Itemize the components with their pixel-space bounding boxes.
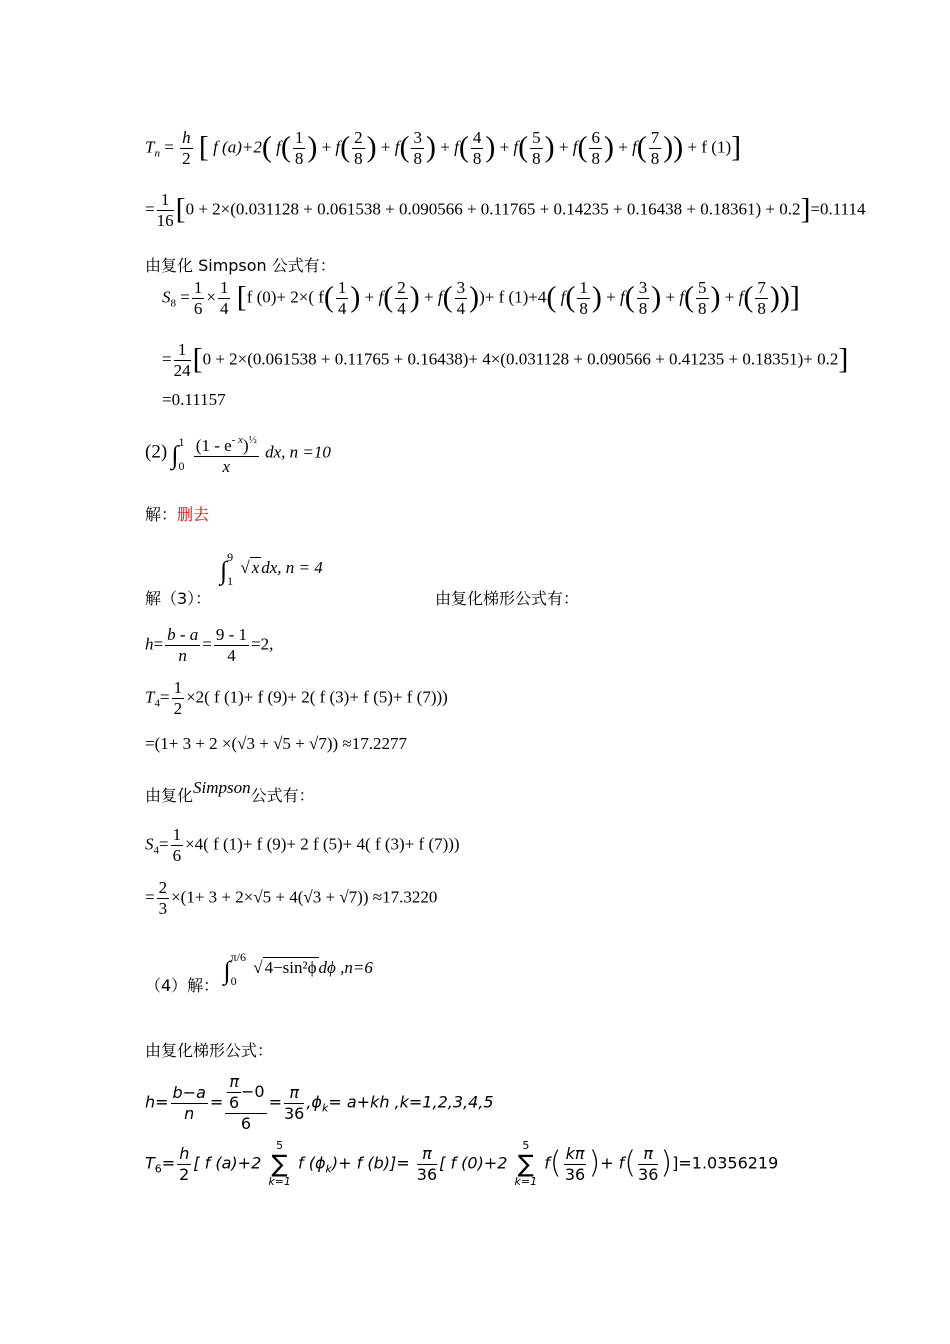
- problem-2-solution: 解：删去: [145, 505, 210, 524]
- problem-3-integral: ∫ 9 1 √ x dx, n = 4: [220, 550, 323, 588]
- fraction-6-8: $\frac{6}{8}$: [591, 128, 600, 168]
- problem-4-line: （4）解： ∫ π/6 0 √ 4−sin²ϕ dϕ ,n=6: [145, 950, 373, 995]
- simpson-value-line: = $\frac{1}{24}$ [0 + 2×(0.061538 + 0.11765 + 0.16438)+ 4×(0.031128 + 0.090566 + 0.41235 + 0.18351)+ 0.2]: [162, 340, 849, 380]
- fraction-1-4: $\frac{1}{4}$: [219, 278, 229, 318]
- fraction-3-8: $\frac{3}{8}$: [413, 128, 422, 168]
- term-f1: + f (1): [687, 137, 732, 157]
- fraction-1-24: $\frac{1}{24}$: [173, 340, 191, 380]
- fraction-h-over-2: $\frac{h}{2}$: [182, 128, 191, 168]
- lhs-symbol: T: [145, 137, 155, 157]
- fraction-1-8: $\frac{1}{8}$: [294, 128, 304, 168]
- p4-h-line: h= $\frac{b-a}{n}$ = $\frac{\pi}{6}$ −0 6 = $\frac{\pi}{36}$ $,\phi_k= a+kh$ ,k=1,2,3,4,5: [145, 1072, 494, 1133]
- term-fa: f (a)+2: [213, 137, 262, 157]
- integral-sign: ∫: [171, 440, 179, 470]
- fraction-2-8: $\frac{2}{8}$: [354, 128, 363, 168]
- fraction-1-6: $\frac{1}{6}$: [193, 278, 203, 318]
- trapezoid-label: 由复化梯形公式有：: [435, 589, 580, 608]
- integrand-fraction: $\frac{(1 - e^{- x})^{\frac{1}{2}}}{x}$: [194, 430, 259, 477]
- problem-3-label: 解（3）：: [145, 589, 212, 608]
- simpson-formula-line: $S_8$ = $\frac{1}{6}$ × $\frac{1}{4}$ [f (0)+ 2×( f( $\frac{1}{4}$ ) + f( $\frac{2}{4}$ ) + f( $\frac{3}{4}$ ))+ f (1)+4( f( $\frac{1}{8}$ ) + f( $\frac{3}{8}$ ) + f( $\frac{5}{8}$ ) + f( $\frac{7}{8}$ ))]: [162, 278, 800, 318]
- summation-2: 5 ∑ k=1: [514, 1139, 538, 1188]
- trapezoid-label-4: 由复化梯形公式：: [145, 1041, 274, 1060]
- fraction-1-16: $\frac{1}{16}$: [156, 190, 174, 230]
- simpson-result: =0.11157: [162, 390, 226, 409]
- problem-2-integral: (2) ∫ 1 0 $\frac{(1 - e^{- x})^{\frac{1}{2}}}{x}$ dx, n =10: [145, 430, 331, 477]
- step-h-line: h= $\frac{b - a}{n}$ = $\frac{9 - 1}{4}$ =2,: [145, 625, 274, 665]
- s4-formula-line: $S_4=$ $\frac{1}{6}$ ×4( f (1)+ f (9)+ 2 f (5)+ 4( f (3)+ f (7))): [145, 825, 460, 865]
- simpson-label: 由复化 Simpson 公式有：: [145, 256, 336, 275]
- s4-value-line: = $\frac{2}{3}$ ×(1+ 3 + 2×√5 + 4(√3 + √7)) ≈17.3220: [145, 878, 438, 918]
- summation-1: 5 ∑ k=1: [268, 1139, 291, 1188]
- t4-formula-line: $T_4=$ $\frac{1}{2}$ ×2( f (1)+ f (9)+ 2( f (3)+ f (5)+ f (7))): [145, 678, 448, 718]
- fraction-7-8: $\frac{7}{8}$: [650, 128, 660, 168]
- lhs-subscript: n: [154, 147, 160, 160]
- simpson-sum-body: 0 + 2×(0.061538 + 0.11765 + 0.16438)+ 4×(0.031128 + 0.090566 + 0.41235 + 0.18351)+ 0.2: [202, 349, 839, 369]
- fraction-5-8: $\frac{5}{8}$: [532, 128, 541, 168]
- trapezoid-sum-body: 0 + 2×(0.031128 + 0.061538 + 0.090566 + 0.11765 + 0.14235 + 0.16438 + 0.18361) + 0.2: [185, 199, 801, 219]
- trapezoid-value-line: = $\frac{1}{16}$ [0 + 2×(0.031128 + 0.061538 + 0.090566 + 0.11765 + 0.14235 + 0.16438 + 0.18361) + 0.2]=0.1114: [145, 190, 866, 230]
- trapezoid-result: =0.1114: [810, 199, 866, 219]
- t4-value-line: =(1+ 3 + 2 ×(√3 + √5 + √7)) ≈17.2277: [145, 734, 407, 753]
- simpson-label-3: 由复化Simpson公式有：: [145, 778, 315, 805]
- equals-sign: =: [164, 137, 174, 157]
- deleted-note: 删去: [177, 505, 210, 524]
- t6-formula-line: $T_6=$ $\frac{h}{2}$ [ f (a)+2 5 ∑ k=1 f $(\phi_k)+ f$ (b)]= $\frac{\pi}{36}$ [ f (0)+2 5 ∑ k=1 f( $\frac{k\pi}{36}$ )+ f( $\frac{\pi}{36}$ )]=1.0356219: [145, 1139, 779, 1188]
- fraction-4-8: $\frac{4}{8}$: [472, 128, 482, 168]
- integral-sign: ∫: [220, 555, 228, 585]
- trapezoid-formula-line: $T_n$ = $\frac{h}{2}$ [ f (a)+2( f( $\frac{1}{8}$ ) + f( $\frac{2}{8}$ ) + f( $\frac{3}{8}$ ) + f( $\frac{4}{8}$ ) + f( $\frac{5}{8}$ ) + f( $\frac{6}{8}$ ) + f( $\frac{7}{8}$ )) + f (1)]: [145, 128, 742, 168]
